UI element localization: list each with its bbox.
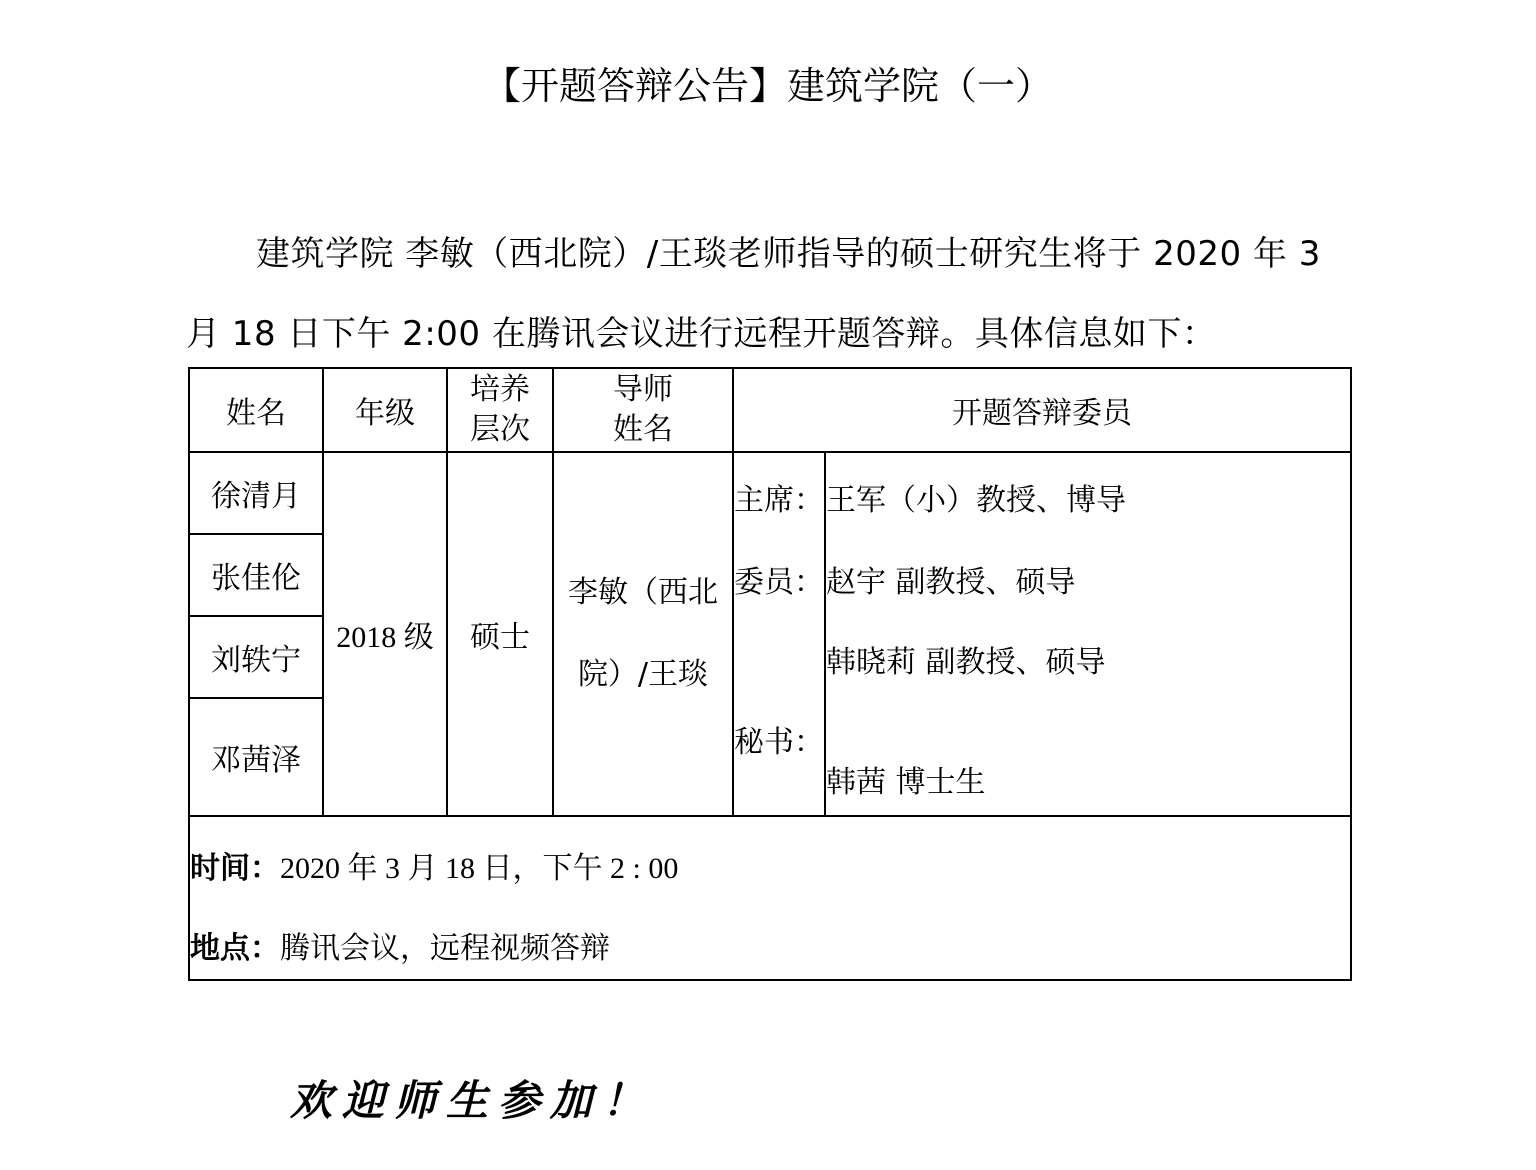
header-level-line1: 培养: [470, 372, 530, 407]
student-name: 邓茜泽: [189, 698, 323, 816]
header-grade: 年级: [323, 368, 447, 452]
intro-text-after: 进行远程开题答辩。具体信息如下：: [664, 314, 1217, 354]
time-label: 时间：: [190, 851, 280, 886]
page-title: 【开题答辩公告】建筑学院（一）: [482, 64, 1053, 108]
header-name: 姓名: [189, 368, 323, 452]
role-secretary: 秘书：: [734, 725, 824, 760]
header-advisor: [553, 368, 733, 452]
header-committee: 开题答辩委员: [733, 368, 1351, 452]
committee-member-1: 赵宇 副教授、硕导: [826, 565, 1076, 600]
defense-info-table: [188, 367, 1352, 981]
committee-chair: 王军（小）教授、博导: [826, 483, 1126, 518]
grade-cell: 2018 级: [323, 452, 447, 816]
header-advisor-line2: 姓名: [613, 412, 673, 447]
committee-member-2: 韩晓莉 副教授、硕导: [826, 645, 1106, 680]
header-level-line2: 层次: [470, 412, 530, 447]
place-label: 地点：: [190, 931, 280, 966]
table-footer-row: [189, 816, 1351, 980]
table-header-row: [189, 368, 1351, 452]
role-chair: 主席：: [734, 483, 824, 518]
header-advisor-line1: 导师: [613, 372, 673, 407]
table-row: [189, 452, 1351, 534]
intro-paragraph: [186, 214, 1361, 374]
time-place-cell: [189, 816, 1351, 980]
role-member: 委员：: [734, 565, 824, 600]
level-cell: 硕士: [447, 452, 553, 816]
student-name: 刘轶宁: [189, 616, 323, 698]
advisor-cell: [553, 452, 733, 816]
time-line: [190, 843, 678, 887]
intro-venue: 腾讯会议: [526, 314, 665, 354]
advisor-line1: 李敏（西北: [568, 575, 718, 610]
place-line: [190, 923, 610, 967]
welcome-message: 欢迎师生参加！: [290, 1076, 655, 1125]
intro-text-before: 建筑学院 李敏（西北院）/王琰老师指导的硕士研究生将于 2020 年 3 月 18 日下午 2:00 在: [186, 234, 1321, 354]
student-name: 徐清月: [189, 452, 323, 534]
student-name: 张佳伦: [189, 534, 323, 616]
time-value: 2020 年 3 月 18 日，下午 2 : 00: [280, 852, 679, 885]
committee-members-cell: [825, 452, 1351, 816]
header-level: [447, 368, 553, 452]
committee-secretary: 韩茜 博士生: [826, 765, 986, 800]
committee-roles-cell: [733, 452, 825, 816]
advisor-line2: 院）/王琰: [577, 657, 709, 692]
place-value: 腾讯会议，远程视频答辩: [280, 931, 610, 966]
